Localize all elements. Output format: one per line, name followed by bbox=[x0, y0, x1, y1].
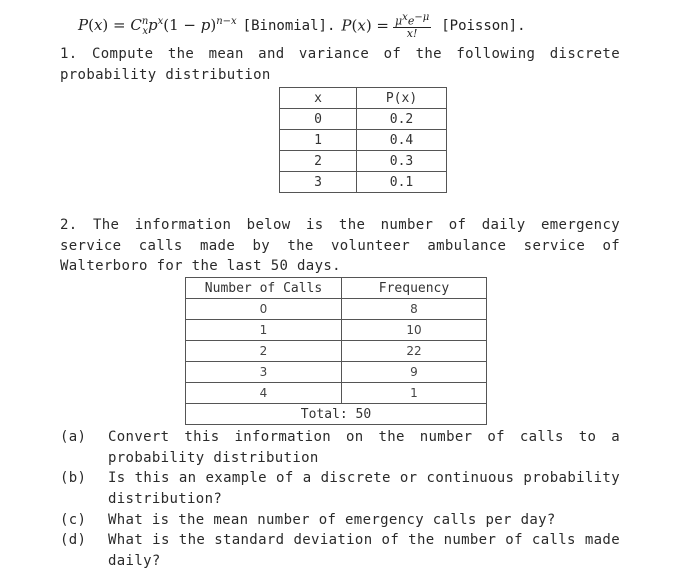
poisson-formula: P(x) = $\frac{\mu^xe^{-\mu}}{x!}$ bbox=[341, 11, 430, 41]
table-row bbox=[280, 130, 447, 151]
table-cell: 0 bbox=[280, 109, 357, 130]
table-row bbox=[186, 320, 487, 341]
table-header-row bbox=[186, 278, 487, 299]
header-px: P(x) bbox=[357, 88, 447, 109]
formula-line bbox=[78, 10, 532, 42]
table-cell: 0.4 bbox=[357, 130, 447, 151]
table-row bbox=[186, 341, 487, 362]
question-1-text: 1. Compute the mean and variance of the following discrete probability distribution bbox=[60, 46, 620, 83]
table-header-row bbox=[280, 88, 447, 109]
table-total-row bbox=[186, 404, 487, 425]
table-row bbox=[280, 109, 447, 130]
table-cell: 1 bbox=[342, 383, 487, 404]
subpart-text: What is the mean number of emergency calls per day? bbox=[108, 512, 556, 528]
table-cell: 2 bbox=[186, 341, 342, 362]
subpart-label: (b) bbox=[60, 470, 87, 486]
subpart-c bbox=[60, 510, 620, 531]
table-cell: 8 bbox=[342, 299, 487, 320]
subpart-label: (a) bbox=[60, 429, 87, 445]
table-cell: 3 bbox=[186, 362, 342, 383]
table-row bbox=[186, 362, 487, 383]
header-frequency: Frequency bbox=[342, 278, 487, 299]
table-row bbox=[280, 151, 447, 172]
table-cell: 22 bbox=[342, 341, 487, 362]
table-row bbox=[280, 172, 447, 193]
table-cell: 1 bbox=[280, 130, 357, 151]
table-cell: 9 bbox=[342, 362, 487, 383]
table-cell: 3 bbox=[280, 172, 357, 193]
subpart-text: What is the standard deviation of the number of calls made daily? bbox=[108, 532, 620, 569]
subpart-text: Convert this information on the number of calls to a probability distribution bbox=[108, 429, 620, 466]
table-cell: 10 bbox=[342, 320, 487, 341]
subpart-a bbox=[60, 427, 620, 468]
subpart-label: (c) bbox=[60, 512, 87, 528]
poisson-tag: [Poisson]. bbox=[441, 18, 526, 34]
frequency-table bbox=[185, 277, 487, 425]
table-row bbox=[186, 383, 487, 404]
table-cell: 0.2 bbox=[357, 109, 447, 130]
binomial-formula: $P(x) = C^n_xp^x(1 - p)^{n-x}$ bbox=[78, 15, 237, 37]
subpart-d bbox=[60, 530, 620, 571]
subpart-b bbox=[60, 468, 620, 509]
question-2-text: 2. The information below is the number of daily emergency service calls made by the volunteer ambulance service of Walterboro for the last 50 days. bbox=[60, 217, 620, 274]
table-cell: 0 bbox=[186, 299, 342, 320]
table-cell: 0.1 bbox=[357, 172, 447, 193]
header-x: x bbox=[280, 88, 357, 109]
table-row bbox=[186, 299, 487, 320]
table-cell: 2 bbox=[280, 151, 357, 172]
table-cell: 0.3 bbox=[357, 151, 447, 172]
subpart-label: (d) bbox=[60, 532, 87, 548]
table-cell: 4 bbox=[186, 383, 342, 404]
header-number-of-calls: Number of Calls bbox=[186, 278, 342, 299]
binomial-tag: [Binomial]. bbox=[242, 18, 336, 34]
table-total: Total: 50 bbox=[186, 404, 487, 425]
subpart-text: Is this an example of a discrete or continuous probability distribution? bbox=[108, 470, 620, 507]
distribution-table bbox=[279, 87, 447, 193]
table-cell: 1 bbox=[186, 320, 342, 341]
